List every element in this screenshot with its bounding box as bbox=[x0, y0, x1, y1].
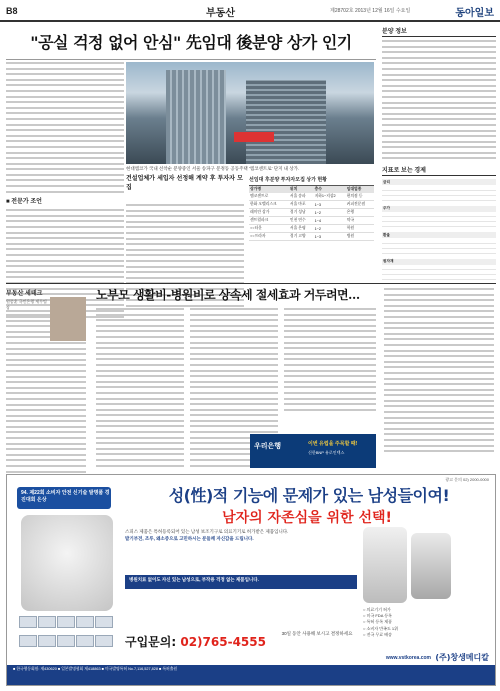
ad-contact-note: 광고 문의 02) 2000-0000 bbox=[445, 477, 489, 482]
sidebar-title: 지표로 보는 경제 bbox=[382, 165, 496, 176]
table-cell: 1~4 bbox=[314, 217, 346, 225]
feature-item: ○ 전국 무료 배송 bbox=[363, 631, 392, 637]
column-box bbox=[6, 288, 86, 482]
table-cell: 병원 bbox=[346, 233, 374, 241]
ad-footer: ■ 한국행동회원: 제430620 ■ 일본발명협회 제418863 ■ 미국발명특허 No.7,116,527,828 ■ 특허출원 bbox=[7, 665, 495, 685]
cert-icon bbox=[38, 616, 56, 628]
article-photo bbox=[126, 62, 374, 164]
ad-highlight-box: 병원치료 없이도 자신 있는 남성으로, 부작용 걱정 없는 제품입니다. bbox=[125, 575, 357, 589]
cert-icon bbox=[19, 616, 37, 628]
body-column bbox=[96, 308, 184, 470]
table-cell: 학원 bbox=[346, 225, 374, 233]
table-cell: 인천 연수 bbox=[289, 217, 314, 225]
table-cell: 엠코센트로 bbox=[249, 193, 289, 201]
headline-rule bbox=[6, 59, 376, 60]
cert-icon bbox=[19, 635, 37, 647]
table-cell: 서울 마포 bbox=[289, 201, 314, 209]
lower-article bbox=[6, 283, 496, 470]
indicator-table bbox=[382, 259, 496, 281]
table-row bbox=[249, 233, 374, 241]
column-headline: 노부모 생활비-병원비로 상속세 절세효과 거두려면… bbox=[96, 288, 360, 302]
issue-meta: 제28702호 2013년 12월 16일 수요일 bbox=[330, 8, 411, 14]
cert-icon bbox=[76, 616, 94, 628]
shop-sign bbox=[234, 132, 274, 142]
table-cell: ○○타운 bbox=[249, 225, 289, 233]
photo-caption: 현대엠코가 국내 선착순 분양중인 서울 송파구 문정동 공동주택 '엠코센트로' 단지 내 상가. bbox=[126, 166, 300, 171]
building-image bbox=[246, 80, 326, 164]
product-photo bbox=[21, 515, 113, 611]
article-subhead: ■ 전문가 조언 bbox=[6, 199, 42, 206]
phone-label: 구입문의: bbox=[125, 635, 177, 649]
table-cell: 약국 bbox=[346, 217, 374, 225]
table-cell: 경기 고양 bbox=[289, 233, 314, 241]
body-column bbox=[284, 308, 376, 414]
article-headline: "공실 걱정 없어 안심" 先임대 後분양 상가 인기 bbox=[30, 33, 352, 52]
table-cell: 1~3 bbox=[314, 201, 346, 209]
table-cell: ○○프라자 bbox=[249, 233, 289, 241]
bank-ad bbox=[250, 434, 376, 468]
table-cell: 1~2 bbox=[314, 209, 346, 217]
indicator-label: 금리 bbox=[382, 179, 461, 185]
bank-subline: 신한BNP 유로인덱스 bbox=[308, 450, 345, 455]
newspaper-logo: 동아일보 bbox=[455, 8, 494, 19]
certification-icons bbox=[19, 615, 115, 653]
sidebar bbox=[382, 26, 496, 286]
sidebar-title: 분양 정보 bbox=[382, 26, 496, 37]
table-row bbox=[249, 193, 374, 201]
table-cell: 래미안 상가 bbox=[249, 209, 289, 217]
cert-icon bbox=[57, 616, 75, 628]
table-cell: 은행 bbox=[346, 209, 374, 217]
table-cell: 1~3 bbox=[314, 233, 346, 241]
table-header: 위치 bbox=[289, 186, 314, 194]
property-table bbox=[249, 176, 374, 241]
ad-headline: 성(性)적 기능에 문제가 있는 남성들이여! bbox=[168, 486, 450, 505]
cert-icon bbox=[38, 635, 56, 647]
feature-item: ○ 의료기기 허가 bbox=[363, 607, 391, 612]
table-cell: 서울 송파 bbox=[289, 193, 314, 201]
building-image bbox=[166, 70, 226, 164]
table-cell: 지하1~지상2 bbox=[314, 193, 346, 201]
bank-tagline: 이번 유럽을 주목할 때! bbox=[308, 441, 358, 447]
feature-list bbox=[363, 607, 491, 638]
table-cell: 커피전문점 bbox=[346, 201, 374, 209]
text-lines bbox=[382, 40, 496, 159]
award-text: 94. 제22회 소비자 안전 신기술 발명품 경진대회 은상 bbox=[21, 490, 110, 503]
table-header: 임대업종 bbox=[346, 186, 374, 194]
indicator-label: 주가 bbox=[382, 206, 461, 212]
body-column bbox=[384, 288, 494, 456]
author-photo bbox=[50, 297, 86, 341]
order-phone bbox=[125, 633, 266, 650]
feature-item: ○ 특허 등록 제품 bbox=[363, 619, 392, 625]
text-lines bbox=[284, 308, 376, 411]
product-image bbox=[363, 527, 407, 603]
page-number: B8 bbox=[6, 6, 18, 16]
trial-note: 30일 동안 사용해 보시고 결정하세요 bbox=[281, 631, 353, 636]
table-cell: 서울 은평 bbox=[289, 225, 314, 233]
table-row bbox=[249, 217, 374, 225]
indicator-label: 원자재 bbox=[382, 259, 468, 265]
product-ad bbox=[6, 474, 496, 686]
table-row bbox=[249, 225, 374, 233]
page-header bbox=[0, 0, 500, 22]
indicator-label: 환율 bbox=[382, 232, 461, 238]
table-header-row bbox=[249, 186, 374, 194]
cert-icon bbox=[57, 635, 75, 647]
column-author: 원종훈 국민은행 세무팀장 bbox=[6, 299, 47, 310]
award-badge bbox=[17, 487, 111, 509]
ad-brand: (주)창생메디칼 bbox=[435, 653, 489, 662]
table-cell: 편의점 등 bbox=[346, 193, 374, 201]
text-lines bbox=[96, 308, 184, 467]
bank-name: 우리은행 bbox=[254, 443, 282, 450]
table-row bbox=[249, 209, 374, 217]
cert-icon bbox=[76, 635, 94, 647]
table-header: 층수 bbox=[314, 186, 346, 194]
text-lines bbox=[384, 288, 494, 452]
table-row bbox=[249, 201, 374, 209]
ad-website: www.vstkorea.com bbox=[385, 655, 431, 661]
ad-copy-line: 발기부전, 조루, 왜소증으로 고민하시는 분들께 자신감을 드립니다. bbox=[125, 535, 254, 541]
article-midhead: 건설업체가 세입자 선정해 계약 후 투자자 모집 bbox=[126, 175, 243, 191]
table-cell: 센트럴파크 bbox=[249, 217, 289, 225]
phone-number: 02)765-4555 bbox=[180, 635, 266, 649]
cert-icon bbox=[95, 616, 113, 628]
sidebar-box-indicators bbox=[382, 165, 496, 280]
ad-copy bbox=[125, 529, 357, 542]
column-name: 부동산 세테크 bbox=[6, 291, 43, 297]
sidebar-box-listings bbox=[382, 26, 496, 159]
feature-item: ○ 미국 FDA 등록 bbox=[363, 613, 392, 619]
table-title: 선임대 후분양 투자자모집 상가 현황 bbox=[249, 177, 328, 183]
indicator-table bbox=[382, 206, 496, 228]
cert-icon bbox=[95, 635, 113, 647]
ad-copy-line: 스피스 제품은 특허등록되어 있는 남성 보조기구로 의료기기로 허가받은 제품입니다. bbox=[125, 529, 289, 534]
indicator-table bbox=[382, 179, 496, 201]
section-title: 부동산 bbox=[206, 8, 235, 19]
feature-item: ○ 소비자 만족도 1위 bbox=[363, 625, 399, 631]
product-image bbox=[411, 533, 451, 599]
main-article bbox=[6, 26, 376, 239]
table-cell: 한화 오벨리스크 bbox=[249, 201, 289, 209]
indicator-table bbox=[382, 232, 496, 254]
table-header: 상가명 bbox=[249, 186, 289, 194]
table-cell: 1~2 bbox=[314, 225, 346, 233]
text-lines bbox=[6, 62, 124, 193]
ad-subheadline: 남자의 자존심을 위한 선택! bbox=[222, 510, 392, 526]
table-cell: 경기 성남 bbox=[289, 209, 314, 217]
